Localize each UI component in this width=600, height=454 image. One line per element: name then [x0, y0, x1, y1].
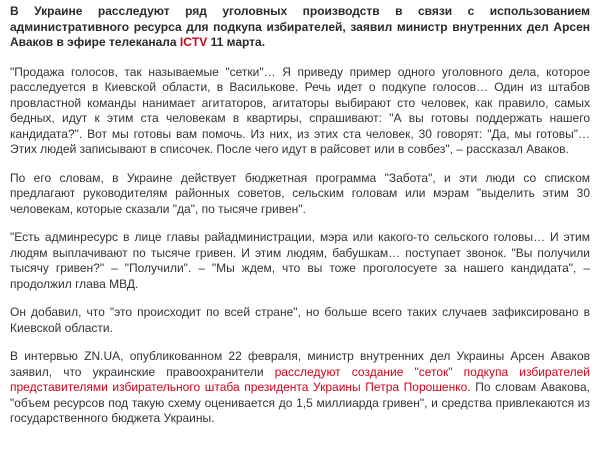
lead-text: В Украине расследуют ряд уголовных производств в связи с использованием административного ресурса для подкупа избирателей, заявил министр внутренних дел Арсен Аваков в эфире телеканала	[10, 4, 590, 49]
paragraph-quote-vasylkiv: "Продажа голосов, так называемые "сетки"… Я приведу пример одного уголовного дела, которое расследуется в Киевской области, в Василькове. Речь идет о подкупе голосов… Один из штабов провластной команды нанимает агитаторов, агитаторы выбирают сто человек, как правило, самых бедных, идут к этим ста человекам в квартиры, спрашивают: "А вы готовы поддержать нашего кандидата?". Вот мы готовы вам помочь. Из них, из этих ста человек, 30 говорят: "Да, мы готовы"… Этих людей записывают в списочек. После чего идут в райсовет или в совбез", – рассказал Аваков.	[10, 64, 590, 156]
investigation-link[interactable]: расследуют создание "сеток" подкупа избирателей представителями избирательного штаба президента Украины Петра Порошенко	[10, 364, 590, 394]
article-lead	[10, 4, 590, 51]
paragraph-zn-interview	[10, 349, 590, 427]
interview-text: В интервью ZN.UA, опубликованном 22 февраля, министр внутренних дел Украины Арсен Аваков заявил, что украинские правоохранители	[10, 349, 590, 379]
lead-date: 11 марта.	[207, 35, 266, 49]
paragraph-whole-country: Он добавил, что "это происходит по всей стране", но больше всего таких случаев зафиксировано в Киевской области.	[10, 305, 590, 335]
paragraph-zabota-program: По его словам, в Украине действует бюджетная программа "Забота", и эти люди со списком предлагают руководителям районных советов, сельским головам или мэрам "выделить этим 30 человекам, которые сказали "да", по тысяче гривен".	[10, 170, 590, 216]
interview-text-continued: . По словам Авакова, "объем ресурсов под такую схему оценивается до 1,5 миллиарда гривен", и средства привлекаются из государственного бюджета Украины.	[10, 380, 590, 425]
channel-name: ICTV	[179, 35, 208, 49]
paragraph-adminresource-quote: "Есть админресурс в лице главы райадминистрации, мэра или какого-то сельского головы… И этим людям выплачивают по тысяче гривен. И этим людям, бабушкам… поступает звонок. "Вы получили тысячу гривен?" – "Получили". – "Мы ждем, что вы тоже проголосуете за нашего кандидата", – продолжил глава МВД.	[10, 230, 590, 291]
